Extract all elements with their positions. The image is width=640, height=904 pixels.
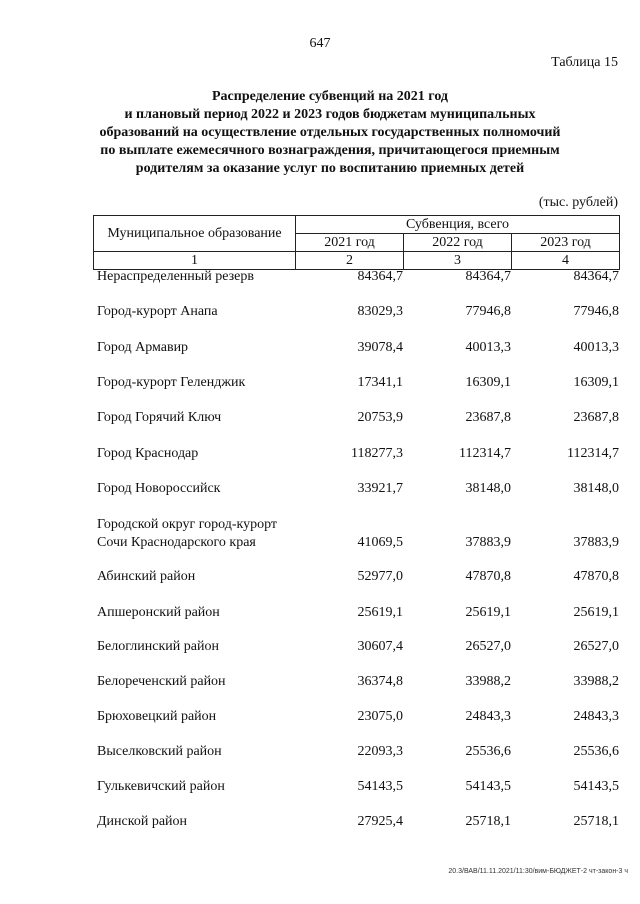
municipality-name <box>97 604 327 622</box>
value-2021: 36374,8 <box>357 674 403 689</box>
municipality-name-line: Гулькевичский район <box>97 779 225 794</box>
municipality-name-line: Город-курорт Геленджик <box>97 375 246 390</box>
value-2021: 27925,4 <box>357 814 403 829</box>
header-year-2022: 2022 год <box>404 234 512 252</box>
municipality-name-line: Нераспределенный резерв <box>97 269 254 284</box>
value-2021: 118277,3 <box>351 446 403 461</box>
value-2022: 16309,1 <box>465 375 511 390</box>
municipality-name <box>97 778 327 796</box>
value-2023: 25619,1 <box>573 605 619 620</box>
value-2023: 23687,8 <box>573 410 619 425</box>
value-2023: 37883,9 <box>573 535 619 550</box>
value-2021: 84364,7 <box>357 269 403 284</box>
municipality-name <box>97 374 327 392</box>
municipality-name-line: Город Горячий Ключ <box>97 410 222 425</box>
value-2023: 54143,5 <box>573 779 619 794</box>
document-title <box>60 88 600 178</box>
municipality-name <box>97 673 327 691</box>
value-2021: 20753,9 <box>357 410 403 425</box>
value-2022: 112314,7 <box>459 446 511 461</box>
municipality-name <box>97 303 327 321</box>
municipality-name-line: Динской район <box>97 814 188 829</box>
municipality-name-line: Абинский район <box>97 569 196 584</box>
value-2022: 25718,1 <box>465 814 511 829</box>
value-2023: 24843,3 <box>573 709 619 724</box>
value-2021: 22093,3 <box>357 744 403 759</box>
header-year-2023: 2023 год <box>512 234 620 252</box>
municipality-name-line: Город Армавир <box>97 340 189 355</box>
header-col-number: 2 <box>296 252 404 270</box>
value-2023: 47870,8 <box>573 569 619 584</box>
value-2023: 33988,2 <box>573 674 619 689</box>
value-2021: 39078,4 <box>357 340 403 355</box>
municipality-name <box>97 268 327 286</box>
value-2022: 38148,0 <box>465 481 511 496</box>
title-line: образований на осуществление отдельных государственных полномочий <box>99 125 561 140</box>
value-2022: 26527,0 <box>465 639 511 654</box>
table-header <box>93 215 620 270</box>
value-2023: 25718,1 <box>573 814 619 829</box>
header-col-number: 4 <box>512 252 620 270</box>
title-line: Распределение субвенций на 2021 год <box>212 89 448 104</box>
table-label: Таблица 15 <box>551 55 618 70</box>
value-2021: 25619,1 <box>357 605 403 620</box>
header-year-2021: 2021 год <box>296 234 404 252</box>
value-2022: 54143,5 <box>465 779 511 794</box>
value-2022: 77946,8 <box>465 304 511 319</box>
value-2021: 23075,0 <box>357 709 403 724</box>
municipality-name <box>97 339 327 357</box>
value-2022: 40013,3 <box>465 340 511 355</box>
municipality-name <box>97 743 327 761</box>
municipality-name-line: Брюховецкий район <box>97 709 217 724</box>
municipality-name-line: Апшеронский район <box>97 605 220 620</box>
value-2022: 47870,8 <box>465 569 511 584</box>
municipality-name <box>97 480 327 498</box>
value-2023: 40013,3 <box>573 340 619 355</box>
value-2023: 77946,8 <box>573 304 619 319</box>
value-2021: 41069,5 <box>357 535 403 550</box>
value-2023: 38148,0 <box>573 481 619 496</box>
title-line: и плановый период 2022 и 2023 годов бюджетам муниципальных <box>124 107 536 122</box>
municipality-name <box>97 638 327 656</box>
value-2022: 25619,1 <box>465 605 511 620</box>
value-2022: 23687,8 <box>465 410 511 425</box>
header-municipality: Муниципальное образование <box>94 216 296 252</box>
municipality-name-line: Городской округ город-курорт <box>97 517 278 532</box>
header-subvention: Субвенция, всего <box>296 216 620 234</box>
value-2023: 25536,6 <box>573 744 619 759</box>
municipality-name-line: Город-курорт Анапа <box>97 304 218 319</box>
value-2022: 84364,7 <box>465 269 511 284</box>
title-line: по выплате ежемесячного вознаграждения, причитающегося приемным <box>100 143 560 158</box>
municipality-name-line: Город Краснодар <box>97 446 199 461</box>
value-2022: 33988,2 <box>465 674 511 689</box>
municipality-name-line: Сочи Краснодарского края <box>97 535 256 550</box>
footer-stamp: 20.3/ВАВ/11.11.2021/11:30/вим-БЮДЖЕТ-2 чт-закон-3 ч <box>448 868 628 875</box>
page-number: 647 <box>309 36 331 51</box>
value-2023: 84364,7 <box>573 269 619 284</box>
value-2023: 112314,7 <box>567 446 619 461</box>
value-2021: 83029,3 <box>357 304 403 319</box>
municipality-name <box>97 516 327 552</box>
value-2021: 30607,4 <box>357 639 403 654</box>
municipality-name-line: Город Новороссийск <box>97 481 221 496</box>
municipality-name-line: Белоглинский район <box>97 639 219 654</box>
municipality-name <box>97 445 327 463</box>
value-2021: 54143,5 <box>357 779 403 794</box>
value-2022: 37883,9 <box>465 535 511 550</box>
municipality-name <box>97 708 327 726</box>
header-col-number: 1 <box>94 252 296 270</box>
title-line: родителям за оказание услуг по воспитанию приемных детей <box>135 161 525 176</box>
value-2022: 24843,3 <box>465 709 511 724</box>
value-2023: 26527,0 <box>573 639 619 654</box>
municipality-name <box>97 813 327 831</box>
value-2023: 16309,1 <box>573 375 619 390</box>
value-2021: 33921,7 <box>357 481 403 496</box>
header-col-number: 3 <box>404 252 512 270</box>
value-2022: 25536,6 <box>465 744 511 759</box>
municipality-name <box>97 409 327 427</box>
unit-label: (тыс. рублей) <box>538 195 618 210</box>
municipality-name-line: Выселковский район <box>97 744 222 759</box>
value-2021: 17341,1 <box>357 375 403 390</box>
municipality-name-line: Белореченский район <box>97 674 226 689</box>
municipality-name <box>97 568 327 586</box>
value-2021: 52977,0 <box>357 569 403 584</box>
